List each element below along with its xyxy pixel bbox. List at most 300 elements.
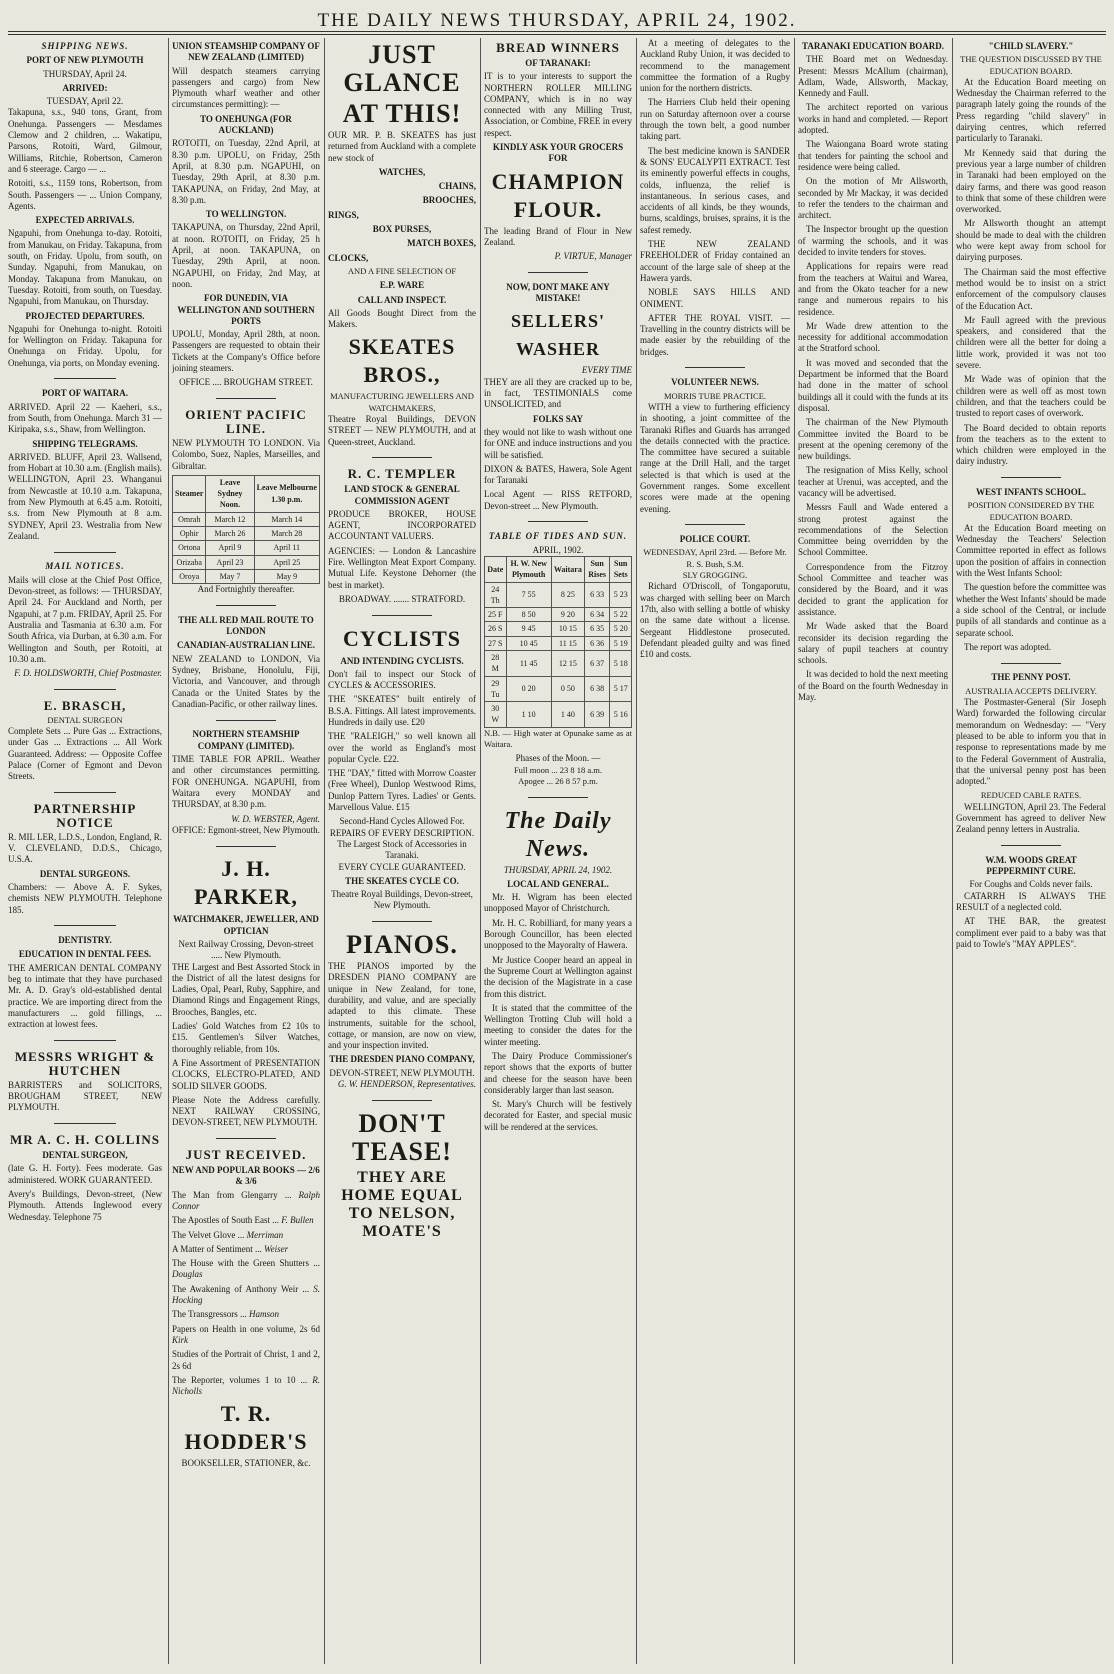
table-header: Sun Rises [584,556,610,582]
nsc-text: TIME TABLE FOR APRIL. Weather and other circumstances permitting. FOR ONEHUNGA. NGAPUHI, from Waitara every MONDAY and THURSDAY, at 8.30 p.m. [172,754,320,810]
board-para: Applications for repairs were read from the teachers at Waitui and Warea, and from the Okato teacher for a new range and numerous repairs to his residence. [798,261,948,317]
table-cell: 10 45 [506,636,551,650]
table-cell: Ophir [173,526,206,540]
skeates-item-list [328,167,476,292]
cycleco-address: Theatre Royal Buildings, Devon-street, New Plymouth. [331,889,473,911]
table-cell: April 11 [254,541,319,555]
column-divider [952,38,953,1664]
wright-sub: BARRISTERS and SOLICITORS, BROUGHAM STREET, NEW PLYMOUTH. [8,1079,162,1113]
west-para: The report was adopted. [964,641,1051,652]
brasch-text: Complete Sets ... Pure Gas ... Extractions, under Gas ... Extractions ... All Work Guaranteed. Address: — Opposite Coffee Palace (Corner of Egmont and Devon Streets. [8,726,162,782]
templer-text: PRODUCE BROKER, HOUSE AGENT, INCORPORATED ACCOUNTANT VALUERS. [328,508,476,542]
table-cell: 28 M [485,650,507,676]
divider [8,1118,162,1129]
expected-text: Ngapuhi, from Onehunga to-day. Rotoiti, from Manukau, on Friday. Takapuna, from south, on Friday. Upolu, from south, on Sunday. Ngapuhi, from Manukau, on Monday. Takapuna from Manukau, on Tuesday. Rotoiti, from south, on Tuesday. Ngapuhi, from Manukau, on Thursday. [8,228,162,307]
table-cell: 10 15 [551,622,584,636]
divider [8,1035,162,1046]
education-text: THE AMERICAN DENTAL COMPANY beg to intimate that they have purchased Mr. A. D. Gray's old-established dental practice. We are importing direct from the manufacturers ... gold fillings, ... extraction at lowest fees. [8,962,162,1030]
table-cell: 29 Tu [485,676,507,702]
catarrh-text: CATARRH IS ALWAYS THE RESULT of a neglected cold. [956,890,1106,913]
moon-row: Full moon ... 23 8 18 a.m. [513,764,603,775]
kindly-ask: KINDLY ASK YOUR GROCERS FOR [492,142,624,164]
table-cell: 9 45 [506,622,551,636]
partnership-heading: PARTNERSHIP NOTICE [33,800,137,830]
table-row [173,512,320,526]
skeates-sub: MANUFACTURING JEWELLERS AND WATCHMAKERS, [330,391,474,413]
templer-heading: R. C. TEMPLER [347,466,457,482]
board-para: The Waiongana Board wrote stating that tenders for painting the school and residence were being called. [798,139,948,172]
volunteer-text: WITH a view to furthering efficiency in shooting, a joint committee of the Taranaki Rifles and Guards has arranged the details connected with the practice. The committee have secured a suitable range at the Drill Hall, and the target selected is that which is used at the Government ranges. Some excellent scores were made at the opening evening. [640,401,790,514]
table-cell: 6 39 [584,702,610,728]
penny-sub: AUSTRALIA ACCEPTS DELIVERY. [965,685,1097,696]
slavery-sub: THE QUESTION DISCUSSED BY THE EDUCATION BOARD. [960,54,1102,76]
date-line: THURSDAY, April 24. [43,68,127,79]
departures-heading: PROJECTED DEPARTURES. [25,310,145,321]
table-cell: 5 19 [610,636,632,650]
dunedin-text: UPOLU, Monday, April 28th, at noon. Passengers are requested to obtain their Tickets at the Company's Office before joining steamers. [172,329,320,374]
parker-heading: J. H. PARKER, [194,856,298,910]
board-para: It was decided to hold the next meeting of the Board on the fourth Wednesday in May. [798,669,948,703]
mail-text: Mails will close at the Chief Post Office, Devon-street, as follows: — THURSDAY, April 24. For Auckland and North, per Ngapuhi, at 7 p.m. FRIDAY, April 25. For Australia and Tasmania at 6.30 a.m. For South Africa, via Durban, at 6.30 a.m. For Wellington and South, per Rotoiti, at 10.30 a.m. [8,574,162,664]
column-divider [168,38,169,1664]
dental-surgeons: DENTAL SURGEONS. [39,868,131,879]
table-cell: May 7 [206,569,254,583]
news-para: The Harriers Club held their opening run on Saturday afternoon over a course through the town belt, a good number taking part. [640,97,790,142]
folks-heading: FOLKS SAY [533,413,583,424]
pianos-text: THE PIANOS imported by the DRESDEN PIANO COMPANY are unique in New Zealand, for tone, durability, and value, and are specially adapted to this climate. These instruments, suitable for the school, cottage, or mansion, are now on view, and your inspection invited. [328,961,476,1051]
table-row [485,582,632,608]
bread-heading: BREAD WINNERS [496,40,620,55]
dunedin-heading: FOR DUNEDIN, VIA WELLINGTON AND SOUTHERN PORTS [177,293,315,326]
orient-heading: ORIENT PACIFIC LINE. [185,406,307,436]
dixon-text: DIXON & BATES, Hawera, Sole Agent for Taranaki [484,463,632,486]
table-row [173,555,320,569]
table-cell: 11 45 [506,650,551,676]
table-cell: 9 20 [551,608,584,622]
table-cell: 12 15 [551,650,584,676]
wellington-text: TAKAPUNA, on Thursday, 22nd April, at noon. ROTOITI, on Friday, 25 h April, at noon. TAKAPUNA, on Tuesday, 29th April, at noon. NGAPUHI, on Friday, 2nd May, at noon. [172,222,320,289]
nowdont: NOW, DONT MAKE ANY MISTAKE! [506,281,610,304]
skeates-heading: SKEATES BROS., [348,334,456,388]
table-cell: 30 W [485,702,507,728]
hodder-heading: T. R. HODDER'S [184,1401,308,1455]
divider [484,267,632,278]
takapuna-entry: Takapuna, s.s., 940 tons, Grant, from Onehunga. Passengers — Mesdames Clemow and 2 children, ... Wakatipu, Parsons, Rotoiti, Ward, Gilmour, Williams, Ritchie, Robertson, Cameron and 6 steerage. Cargo — ... [8,107,162,174]
column-shipping [8,38,162,1664]
call-inspect: CALL AND INSPECT. [357,294,447,305]
local-agent: Local Agent — RISS RETFORD, Devon-street ... New Plymouth. [484,489,632,511]
table-cell: 6 38 [584,676,610,702]
table-cell: 0 20 [506,676,551,702]
chambers-text: Chambers: — Above A. F. Sykes, chemists NEW PLYMOUTH. Telephone 185. [8,882,162,915]
list-item: Studies of the Portrait of Christ, 1 and 2, 2s 6d [172,1349,320,1371]
henderson-signature: G. W. HENDERSON, Representatives. [337,1079,476,1089]
divider [328,916,476,927]
glance-sub: AT THIS! [342,99,462,128]
table-header: H. W. New Plymouth [506,556,551,582]
slavery-para: Mr Kennedy said that during the previous year a large number of children in Taranaki had been employed on the dairy farms, and there was good reason to think that some of these children were overworked. [956,147,1106,215]
paper-date: THURSDAY, APRIL 24, 1902. [503,864,613,875]
tide-heading: TABLE OF TIDES AND SUN. [488,531,628,542]
table-row [173,541,320,555]
masthead-rule-double [8,34,1106,35]
templer-address: BROADWAY. ....... STRATFORD. [338,593,466,604]
canadian-heading: CANADIAN-AUSTRALIAN LINE. [176,640,315,651]
port-heading: PORT OF NEW PLYMOUTH [26,55,144,66]
volunteer-heading: VOLUNTEER NEWS. [671,377,759,388]
divider [640,362,790,373]
telegrams-heading: SHIPPING TELEGRAMS. [32,438,138,449]
local-para: The Dairy Produce Commissioner's report shows that the exports of butter and cheese for the season have been considerably larger than last season. [484,1051,632,1095]
dresden-heading: THE DRESDEN PIANO COMPANY, [329,1054,475,1065]
board-para: The resignation of Miss Kelly, school teacher at Urenui, was accepted, and the vacancy will be advertised. [798,465,948,498]
list-item: The Reporter, volumes 1 to 10 ... R. Nicholls [172,1374,320,1397]
slavery-para: The Board decided to obtain reports from the teachers as to the extent to which children were employed in the dairy industry. [956,422,1106,467]
dresden-address: DEVON-STREET, NEW PLYMOUTH. [329,1067,475,1078]
tide-month: APRIL, 1902. [532,544,584,555]
table-cell: Orizaba [173,555,206,569]
west-heading: WEST INFANTS SCHOOL. [976,486,1086,497]
local-para: St. Mary's Church will be festively decorated for Easter, and special music will be rendered at the services. [484,1099,632,1132]
table-cell: 5 18 [610,650,632,676]
table-cell: Oroya [173,569,206,583]
column-bread-winners [484,38,632,1664]
moon-row: Apogee ... 26 8 57 p.m. [518,775,598,786]
slavery-para: Mr Wade was of opinion that the children were as well off as most town children, and that the teachers could be trusted to report cases of overwork. [956,374,1106,419]
parker-text-2: Ladies' Gold Watches from £2 10s to £15. Gentlemen's Silver Watches, thoroughly reliable, from 10s. [172,1021,320,1054]
mail-heading: MAIL NOTICES. [45,561,125,572]
wellington-heading: TO WELLINGTON. [205,209,287,220]
board-para: Mr Wade drew attention to the necessity for additional accommodation at the Stratford school. [798,320,948,354]
list-item: The Awakening of Anthony Weir ... S. Hocking [172,1283,320,1306]
templer-sub: LAND STOCK & GENERAL COMMISSION AGENT [344,484,460,506]
hodder-sub: BOOKSELLER, STATIONER, &c. [181,1458,311,1469]
parker-text: THE Largest and Best Assorted Stock in the District of all the latest designs for Ladies, Opal, Pearl, Ruby, Sapphire, and Diamond Rings and Engagement Rings, Brooches, Bangles, etc. [172,961,320,1017]
slavery-para: Mr Allsworth thought an attempt should be made to deal with the children who were kept away from school for dairying purposes. [956,218,1106,263]
table-cell: May 9 [254,569,319,583]
woods-text: For Coughs and Colds never fails. [969,879,1093,890]
brasch-heading: E. BRASCH, [43,697,127,713]
folks-text: they would not like to wash without one for ONE and induce instructions and you will be satisfied. [484,426,632,460]
cable-heading: REDUCED CABLE RATES. [980,790,1082,801]
divider [172,393,320,404]
slavery-heading: "CHILD SLAVERY." [988,41,1074,51]
divider [172,840,320,851]
champion-text: The leading Brand of Flour in New Zealand. [484,225,632,247]
tide-table [484,556,632,728]
skeates-intro: OUR MR. P. B. SKEATES has just returned from Auckland with a complete new stock of [328,130,476,163]
table-cell: 25 F [485,608,507,622]
webster-signature: W. D. WEBSTER, Agent. [231,813,320,824]
board-para: Correspondence from the Fitzroy School Committee and teacher was considered by the Board, and it was decided to grant the application for assistance. [798,561,948,617]
list-item: Papers on Health in one volume, 2s 6d Kirk [172,1323,320,1345]
table-cell: 0 50 [551,676,584,702]
sellers-text: THEY are all they are cracked up to be, in fact, TESTIMONIALS come UNSOLICITED, and [484,376,632,410]
waitara-text: ARRIVED. April 22 — Kaeheri, s.s., from South, from Onehunga. March 31 — Kiripaka, s.s., Shaw, from Wellington. [8,401,162,435]
table-cell: 5 20 [610,622,632,636]
repairs: REPAIRS OF EVERY DESCRIPTION. [329,827,475,838]
table-cell: April 25 [254,555,319,569]
largest-stock: The Largest Stock of Accessories in Taranaki. [337,838,467,861]
cable-text: WELLINGTON, April 23. The Federal Government has agreed to deliver New Zealand penny letters in Australia. [956,801,1106,835]
list-item: The Velvet Glove ... Merriman [172,1229,284,1240]
woods-heading: W.M. WOODS GREAT PEPPERMINT CURE. [985,854,1077,877]
penny-heading: THE PENNY POST. [991,672,1071,683]
paper-title: The Daily News. [504,807,612,862]
divider [956,840,1106,851]
tease-sub: THEY ARE HOME EQUAL TO NELSON, MOATE'S [341,1168,463,1240]
table-cell: 8 25 [551,582,584,608]
nsc-heading: NORTHERN STEAMSHIP COMPANY (LIMITED). [192,729,300,751]
list-item: CHAINS, [438,181,476,192]
expected-heading: EXPECTED ARRIVALS. [35,215,135,226]
slavery-para: Mr Faull agreed with the previous speakers, and considered that the children were all the better for doing a little work, provided it was not too severe. [956,314,1106,371]
police-text: Richard O'Driscoll, of Tongaporutu, was charged with selling beer on March 17th, also with selling a bottle of whisky on the same date without a license. Sergeant Hiddlestone prosecuted. Defendant pleaded guilty and was fined £10 and costs. [640,581,790,660]
list-item: WATCHES, [378,166,426,177]
divider [8,787,162,798]
board-para: On the motion of Mr Allsworth, seconded by Mr Mackay, it was decided to refer the tenders to the chairman and architect. [798,176,948,221]
board-para: The chairman of the New Plymouth Committee invited the Board to be present at the opening ceremony of the new buildings. [798,417,948,462]
local-para: Mr. H. Wigram has been elected unopposed Mayor of Christchurch. [484,892,632,914]
guaranteed: EVERY CYCLE GUARANTEED. [338,861,466,872]
list-item: The Apostles of South East ... F. Bullen [172,1215,314,1226]
table-cell: 1 40 [551,702,584,728]
volunteer-sub: MORRIS TUBE PRACTICE. [663,390,767,401]
raleigh-cycle: THE "RALEIGH," so well known all over the world as England's most popular Cycle. £22. [328,731,476,764]
webster-office: OFFICE: Egmont-street, New Plymouth. [172,824,320,835]
news-para: AFTER THE ROYAL VISIT. — Travelling in the country districts will be made easier by the rebuilding of the bridges. [640,312,790,357]
table-row [485,608,632,622]
table-cell: 27 S [485,636,507,650]
board-para: Mr Wade asked that the Board reconsider its decision regarding the salary of pupil teachers at country schools. [798,621,948,666]
wright-heading: MESSRS WRIGHT & HUTCHEN [14,1048,156,1078]
table-row [485,622,632,636]
table-row [485,702,632,728]
red-route-heading: THE ALL RED MAIL ROUTE TO LONDON [178,614,314,637]
education-heading: EDUCATION IN DENTAL FEES. [18,949,152,960]
book-list [172,1190,320,1398]
divider [172,714,320,725]
secondhand: Second-Hand Cycles Allowed For. [339,816,465,827]
board-para: It was moved and seconded that the Department be informed that the Board had done in the matter of school buildings all it could with the funds at its disposal. [798,357,948,413]
table-header: Leave Sydney Noon. [206,475,254,512]
news-para: The best medicine known is SANDER & SONS' EUCALYPTI EXTRACT. Test its eminently powerful effects in coughs, colds, influenza, the relief is instantaneous. In serious cases, and accidents of all kinds, be they wounds, burns, scaldings, bruises, sprains, it is the safest remedy. [640,145,790,235]
board-para: The Inspector brought up the question of warming the schools, and it was decided to invite tenders for stoves. [798,224,948,258]
slavery-para: The Chairman said the most effective method would be to insist on a strict enforcement of the compulsory clauses of the Education Act. [956,266,1106,311]
moon-heading: Phases of the Moon. — [515,753,601,764]
divider [640,519,790,530]
table-cell: 5 16 [610,702,632,728]
table-cell: 7 55 [506,582,551,608]
west-para: At the Education Board meeting on Wednesday the Teachers' Selection Committee reported in effect as follows upon the position of affairs in connection with the West Infants School: [956,522,1106,579]
table-cell: 5 23 [610,582,632,608]
dentistry-heading: DENTISTRY. [58,935,112,946]
parker-address: Next Railway Crossing, Devon-street ..... New Plymouth. [178,939,314,961]
tide-note: N.B. — High water at Opunake same as at Waitara. [484,727,632,750]
list-item: BROOCHES, [422,195,476,206]
cyclists-heading: CYCLISTS [342,625,462,651]
column-divider [636,38,637,1664]
masthead-rule [8,31,1106,32]
list-item: MATCH BOXES, [407,238,476,249]
templer-agencies: AGENCIES: — London & Lancashire Fire. Wellington Meat Export Company. Mutual Life. Keystone Dehorner (the best in market). [328,545,476,590]
masthead-title: THE DAILY NEWS THURSDAY, APRIL 24, 1902. [317,10,797,31]
table-header: Leave Melbourne 1.30 p.m. [254,475,319,512]
onehunga-heading: TO ONEHUNGA (FOR AUCKLAND) [200,113,292,136]
table-row [173,526,320,540]
slavery-para: At the Education Board meeting on Wednesday the Chairman referred to the paragraph lately going the rounds of the Press regarding "child slavery" in dairying centres, which referred particularly to Taranaki. [956,76,1106,144]
list-item: The House with the Green Shutters ... Douglas [172,1258,320,1280]
orient-schedule-table [172,475,320,584]
column-divider [324,38,325,1664]
column-general-news [640,38,790,1664]
table-cell: March 12 [206,512,254,526]
table-cell: March 14 [254,512,319,526]
table-row [485,650,632,676]
table-cell: April 9 [206,541,254,555]
table-cell: March 28 [254,526,319,540]
parker-sub: WATCHMAKER, JEWELLER, AND OPTICIAN [173,914,319,936]
column-divider [480,38,481,1664]
all-goods: All Goods Bought Direct from the Makers. [328,307,476,330]
west-sub: POSITION CONSIDERED BY THE EDUCATION BOARD. [967,500,1095,522]
table-cell: 6 34 [584,608,610,622]
union-heading: UNION STEAMSHIP COMPANY OF NEW ZEALAND (LIMITED) [172,41,320,63]
avery-text: Avery's Buildings, Devon-street, (New Plymouth. Attends Inglewood every Wednesday. Telephone 75 [8,1188,162,1222]
glance-heading: JUST GLANCE [343,40,461,97]
table-cell: 5 22 [610,608,632,622]
table-cell: 6 33 [584,582,610,608]
partnership-text: R. MIL LER, L.D.S., London, England, R. V. CLEVELAND, D.D.S., Chicago, U.S.A. [8,831,162,865]
canadian-text: NEW ZEALAND to LONDON, Via Sydney, Brisbane, Honolulu, Fiji, Victoria, and Vancouver, and through Canada or the United States by the Canadian-Pacific, or other railway lines. [172,653,320,709]
list-item: BOX PURSES, [372,224,432,235]
list-item: A Matter of Sentiment ... Weiser [172,1243,289,1254]
cycleco-heading: THE SKEATES CYCLE CO. [345,875,459,886]
divider [172,1133,320,1144]
list-item: RINGS, [328,209,359,220]
list-item: AND A FINE SELECTION OF [347,265,457,276]
table-row [485,636,632,650]
onehunga-text: ROTOITI, on Tuesday, 22nd April, at 8.30 p.m. UPOLU, on Friday, 25th April, at 8.30 p.m. NGAPUHI, on Tuesday, 29th April, at 8.30 p.m. TAKAPUNA, on Friday, 2nd May, at 8.30 p.m. [172,138,320,205]
divider [484,791,632,802]
board-para: Messrs Faull and Wade entered a strong protest against the recommendations of the Selection Committee being overridden by the School Committee. [798,502,948,558]
skeates-address: Theatre Royal Buildings, DEVON STREET — NEW PLYMOUTH, and at Queen-street, Auckland. [328,414,476,447]
bread-sub: OF TARANAKI: [525,58,591,68]
divider [328,452,476,463]
news-para: At a meeting of delegates to the Auckland Ruby Union, it was decided to recommend to the management committee the formation of a Rugby union for the northern districts. [640,38,790,94]
virtue-signature: P. VIRTUE, Manager [554,251,632,262]
local-para: Mr. H. C. Robilliard, for many years a Borough Councillor, has been elected unopposed to the Mayoralty of Hawera. [484,917,632,951]
presentation-text: A Fine Assortment of PRESENTATION CLOCKS, ELECTRO-PLATED, AND SOLID SILVER GOODS. [172,1057,320,1091]
local-heading: LOCAL AND GENERAL. [507,878,609,889]
divider [956,657,1106,668]
postmaster-signature: F. D. HOLDSWORTH, Chief Postmaster. [14,668,162,679]
table-header: Steamer [173,475,206,512]
divider [172,599,320,610]
police-date: WEDNESDAY, April 23rd. — Before Mr. R. S. Bush, S.M. [643,547,787,569]
shipping-heading: SHIPPING NEWS. [41,41,129,51]
police-heading: POLICE COURT. [679,534,751,545]
table-cell: April 23 [206,555,254,569]
table-cell: 11 15 [551,636,584,650]
cyclists-sub: AND INTENDING CYCLISTS. [340,655,464,666]
everytime: EVERY TIME [581,365,632,376]
table-header: Sun Sets [610,556,632,582]
departures-text: Ngapuhi for Onehunga to-night. Rotoiti for Wellington on Friday. Takapuna for Onehunga on Friday. Upolu, for Onehunga, via ports, on Monday evening. [8,323,162,368]
table-cell: 6 37 [584,650,610,676]
table-cell: March 26 [206,526,254,540]
union-text: Will despatch steamers carrying passengers and cargo) from New Plymouth wharf weather and other circumstances permitting): — [172,65,320,110]
table-row [485,676,632,702]
column-child-slavery [956,38,1106,1664]
cyclists-text: Don't fail to inspect our Stock of CYCLES & ACCESSORIES. [328,668,476,691]
list-item: CLOCKS, [328,252,369,263]
orient-sub: NEW PLYMOUTH TO LONDON. Via Colombo, Suez, Naples, Marseilles, and Gibraltar. [172,437,320,471]
table-cell: Omrah [173,512,206,526]
collins-heading: MR A. C. H. COLLINS [9,1132,161,1148]
divider [8,373,162,384]
list-item: The Transgressors ... Hamson [172,1309,280,1320]
bread-text: IT is to your interests to support the NORTHERN ROLLER MILLING COMPANY, which is in no way connected with any Milling Trust, Association, or Combine, FREE in every respect. [484,71,632,138]
telegrams-text: ARRIVED. BLUFF, April 23. Wallsend, from Hobart at 10.30 a.m. (English mails). WELLINGTON, April 23. Whanganui from Newcastle at 10.10 a.m. Takapuna, from New Plymouth at 6.45 a.m. Rotoiti, s.s. from New Plymouth at 8 a.m. SYDNEY, April 23. Westralia from New Zealand. [8,451,162,541]
news-para: NOBLE SAYS HILLS AND ONIMENT. [640,287,790,309]
books-heading: NEW AND POPULAR BOOKS — 2/6 & 3/6 [172,1165,320,1187]
pianos-heading: PIANOS. [346,930,458,960]
divider [8,920,162,931]
column-skeates [328,38,476,1664]
board-para: The architect reported on various works in hand and completed. — Report adopted. [798,102,948,136]
divider [956,472,1106,483]
divider [484,516,632,527]
rotoiti-entry: Rotoiti, s.s., 1159 tons, Robertson, from South. Passengers — ... Union Company, Agents. [8,178,162,211]
table-row [173,569,320,583]
received-heading: JUST RECEIVED. [185,1147,307,1163]
sellers-heading: SELLERS' WASHER [510,311,606,360]
divider [328,609,476,620]
news-para: THE NEW ZEALAND FREEHOLDER of Friday contained an account of the large sale of sheep at the Hawera yards. [640,239,790,283]
list-item: E.P. WARE [379,280,425,291]
divider [8,683,162,694]
local-para: Mr Justice Cooper heard an appeal in the Supreme Court at Wellington against the decision of the Magistrate in a case from this district. [484,954,632,999]
fortnightly: And Fortnightly thereafter. [197,584,295,595]
table-cell: 6 36 [584,636,610,650]
table-cell: 8 50 [506,608,551,622]
divider [8,546,162,557]
list-item: The Man from Glengarry ... Ralph Connor [172,1189,320,1211]
waitara-heading: PORT OF WAITARA. [41,388,129,399]
penny-text: The Postmaster-General (Sir Joseph Ward) forwarded the following circular memorandum on Wednesday: — "Very pleased to be able to inform you that in response to representations made by me to the Federal Government of Australia, that the universal penny post has been adopted." [956,697,1106,787]
table-cell: Ortona [173,541,206,555]
day-cycle: THE "DAY," fitted with Morrow Coaster (Free Wheel), Dunlop Westwood Rims, Dunlop Pattern Tyres. Ladies' or Gents. Marvellous Value. £15 [328,768,476,813]
divider [328,1094,476,1105]
table-cell: 1 10 [506,702,551,728]
collins-text: (late G. H. Forty). Fees moderate. Gas administered. WORK GUARANTEED. [8,1163,162,1185]
column-education-board [798,38,948,1664]
parker-note: Please Note the Address carefully. NEXT RAILWAY CROSSING, DEVON-STREET, NEW PLYMOUTH. [172,1094,320,1128]
table-cell: 6 35 [584,622,610,636]
table-cell: 26 S [485,622,507,636]
brasch-sub: DENTAL SURGEON [47,714,123,725]
champion-heading: CHAMPION FLOUR. [491,168,625,222]
table-header: Waitara [551,556,584,582]
arrived-date: TUESDAY, April 22. [46,96,124,107]
police-sub: SLY GROGGING. [682,570,748,581]
table-cell: 5 17 [610,676,632,702]
table-cell: 24 Th [485,582,507,608]
local-para: It is stated that the committee of the Wellington Trotting Club will hold a meeting to consider the dates for the winter meeting. [484,1002,632,1047]
board-heading: TARANAKI EDUCATION BOARD. [802,41,944,51]
column-divider [794,38,795,1664]
